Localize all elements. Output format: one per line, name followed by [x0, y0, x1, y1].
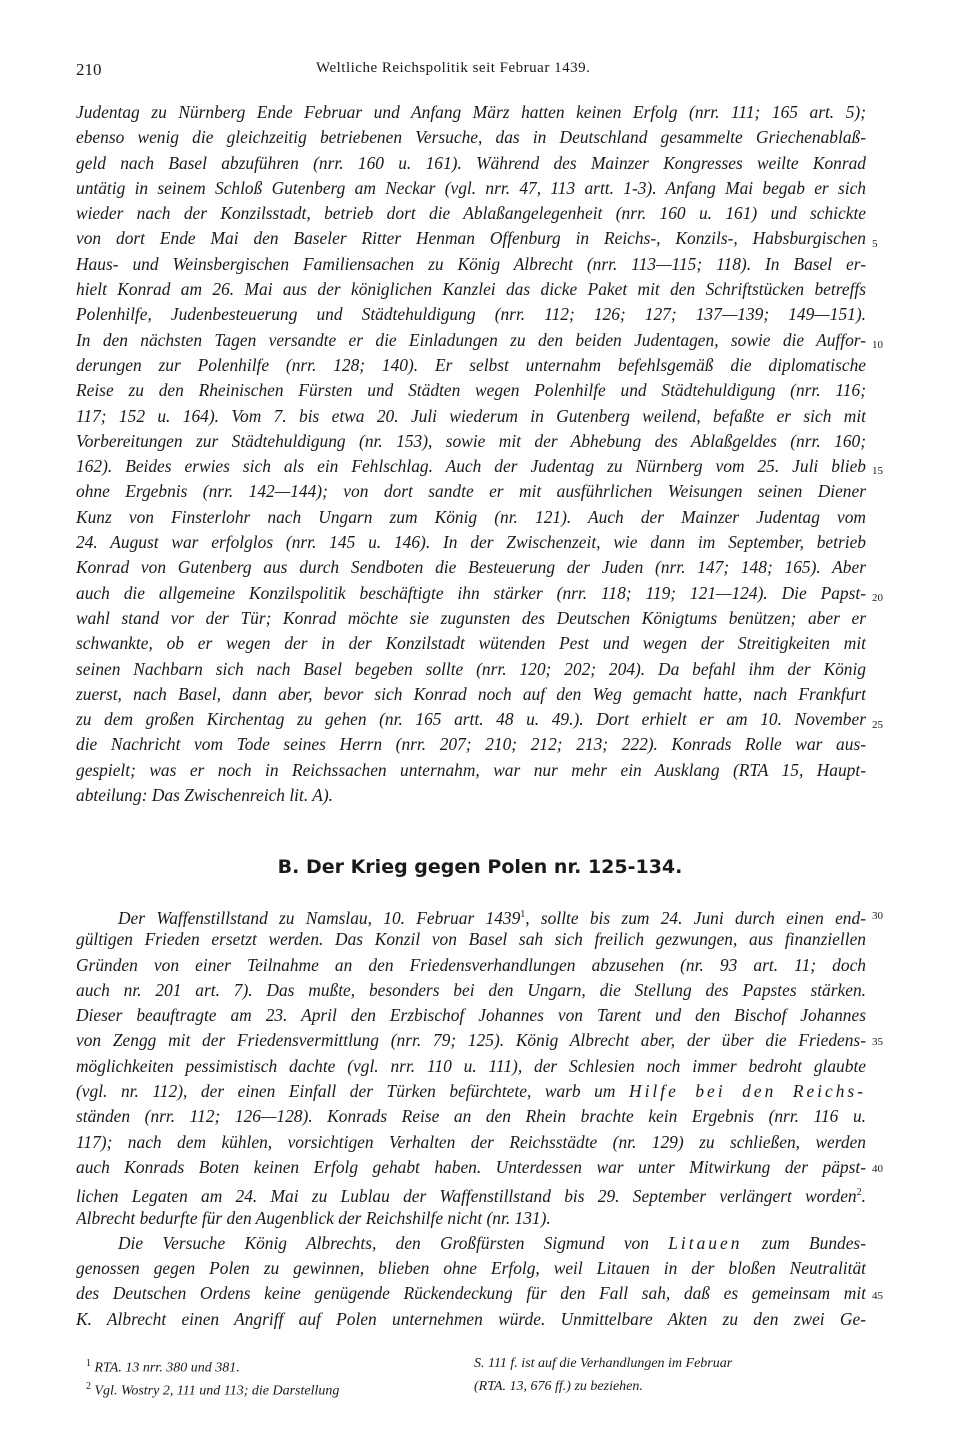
- text-line: 162). Beides erwies sich als ein Fehlschlag. Auch der Judentag zu Nürnberg vom 25. Juli blieb: [76, 456, 866, 477]
- text-block-2: [76, 902, 866, 1332]
- text-line: Haus- und Weinsbergischen Familiensachen zu König Albrecht (nrr. 113—115; 118). In Basel er-: [76, 253, 866, 274]
- text-line: K. Albrecht einen Angriff auf Polen unternehmen würde. Unmittelbare Akten zu den zwei Ge-: [76, 1308, 866, 1329]
- text-line: ebenso wenig die gleichzeitig betriebenen Versuche, das in Deutschland gesammelte Griechenablaß-: [76, 127, 866, 148]
- footnote-text: RTA. 13 nrr. 380 und 381.: [94, 1360, 240, 1376]
- footnote-mark: 2: [86, 1381, 91, 1392]
- footnote-continuation: S. 111 f. ist auf die Verhandlungen im Februar: [474, 1356, 733, 1371]
- text-line: auch nr. 201 art. 7). Das mußte, besonders bei den Ungarn, die Stellung des Papstes stärken.: [76, 979, 866, 1000]
- footnotes-left-column: [86, 1352, 339, 1398]
- text-line: [76, 1231, 866, 1256]
- text-line: gültigen Frieden ersetzt werden. Das Konzil von Basel sah sich freilich gezwungen, aus finanziellen: [76, 929, 866, 950]
- text-line: die Nachricht vom Tode seines Herrn (nrr. 207; 210; 212; 213; 222). Konrads Rolle war aus-: [76, 734, 866, 755]
- running-title: Weltliche Reichspolitik seit Februar 1439.: [316, 60, 591, 76]
- text-line: zuerst, nach Basel, dann aber, bevor sich Konrad noch auf den Weg gemacht hatte, nach Frankfurt: [76, 683, 866, 704]
- spaced-text: Hilfe bei den Reichs-: [629, 1081, 866, 1102]
- text-line: 24. August war erfolglos (nrr. 145 u. 146). In der Zwischenzeit, wie dann im September, betrieb: [76, 532, 866, 553]
- text-line: 117); nach dem kühlen, vorsichtigen Verhalten der Reichsstädte (nr. 129) zu schließen, werden: [76, 1131, 866, 1152]
- footnote-text: Vgl. Wostry 2, 111 und 113; die Darstellung: [94, 1383, 340, 1399]
- text-line: gespielt; was er noch in Reichssachen unternahm, war nur mehr ein Ausklang (RTA 15, Haupt-: [76, 759, 866, 780]
- page-number: 210: [76, 60, 102, 79]
- text-segment: , sollte bis zum 24. Juni durch einen end-: [525, 907, 866, 928]
- text-line: auch die allgemeine Konzilspolitik beschäftigte ihn stärker (nrr. 118; 119; 121—124). Die Papst-: [76, 582, 866, 603]
- text-line: Polenhilfe, Judenbesteuerung und Städtehuldigung (nrr. 112; 126; 127; 137—139; 149—151).: [76, 304, 866, 325]
- text-line: [76, 1079, 866, 1104]
- text-line: Gründen von einer Teilnahme an den Friedensverhandlungen abzusehen (nr. 93 art. 11; doch: [76, 954, 866, 975]
- footnotes-right-column: [474, 1352, 732, 1398]
- text-line: untätig in seinem Schloß Gutenberg am Neckar (vgl. nrr. 47, 113 artt. 1-3). Anfang Mai begab er sich: [76, 177, 866, 198]
- text-segment: Die Versuche König Albrechts, den Großfürsten Sigmund von: [118, 1232, 649, 1253]
- spaced-text: Litauen: [668, 1232, 743, 1253]
- page-header: [76, 60, 866, 88]
- text-line: [76, 902, 866, 927]
- margin-number: 40: [872, 1163, 883, 1175]
- footnote-mark: 1: [86, 1358, 91, 1369]
- text-line: [76, 1180, 866, 1205]
- text-line: von dort Ende Mai den Baseler Ritter Henman Offenburg in Reichs-, Konzils-, Habsburgischen: [76, 228, 866, 249]
- margin-number: 45: [872, 1290, 883, 1302]
- text-segment: .: [861, 1186, 866, 1206]
- text-line: abteilung: Das Zwischenreich lit. A).: [76, 785, 333, 806]
- text-line: seinen Nachbarn sich nach Basel begeben sollte (nrr. 120; 202; 204). Da befahl ihm der König: [76, 658, 866, 679]
- text-line: hielt Konrad am 26. Mai aus der königlichen Kanzlei das dicke Paket mit den Schriftstücken betreffs: [76, 279, 866, 300]
- text-line: 117; 152 u. 164). Vom 7. bis etwa 20. Juli wiederum in Gutenberg weilend, befaßte er sich mit: [76, 405, 866, 426]
- text-line: schwankte, ob er wegen der in der Konzilstadt wütenden Pest und wegen der Streitigkeiten mit: [76, 633, 866, 654]
- text-line: ohne Ergebnis (nrr. 142—144); von dort sandte er mit ausführlichen Weisungen seinen Diener: [76, 481, 866, 502]
- margin-number: 15: [872, 465, 883, 477]
- section-heading: B. Der Krieg gegen Polen nr. 125-134.: [277, 856, 683, 878]
- margin-number: 30: [872, 910, 883, 922]
- text-segment: zum Bundes-: [761, 1232, 866, 1253]
- text-line: Albrecht bedurfte für den Augenblick der Reichshilfe nicht (nr. 131).: [76, 1207, 551, 1228]
- footnote-continuation: (RTA. 13, 676 ff.) zu beziehen.: [474, 1379, 643, 1394]
- text-block-1: [76, 100, 866, 808]
- text-segment: lichen Legaten am 24. Mai zu Lublau der Waffenstillstand bis 29. September verlängert worden: [76, 1186, 857, 1206]
- footnote-ref: 1: [520, 909, 526, 920]
- text-line: genossen gegen Polen zu gewinnen, blieben ohne Erfolg, weil Litauen in der bloßen Neutralität: [76, 1258, 866, 1279]
- margin-number: 10: [872, 339, 883, 351]
- footnote: [86, 1375, 339, 1398]
- footnote: [86, 1352, 339, 1375]
- margin-number: 5: [872, 238, 878, 250]
- text-segment: (vgl. nr. 112), der einen Einfall der Türken befürchtete, warb um: [76, 1081, 616, 1102]
- text-line: von Zengg mit der Friedensvermittlung (nrr. 79; 125). König Albrecht aber, der über die Friedens-: [76, 1030, 866, 1051]
- text-line: derungen zur Polenhilfe (nrr. 128; 140). Er selbst unternahm befehlsgemäß die diplomatische: [76, 354, 866, 375]
- text-line: auch Konrads Boten keinen Erfolg gehabt haben. Unterdessen war unter Mitwirkung der päpst-: [76, 1156, 866, 1177]
- text-line: geld nach Basel abzuführen (nrr. 160 u. 161). Während des Mainzer Kongresses weilte Konrad: [76, 152, 866, 173]
- footnote-ref: 2: [856, 1187, 862, 1199]
- margin-number: 25: [872, 719, 883, 731]
- text-line: Kunz von Finsterlohr nach Ungarn zum König (nr. 121). Auch der Mainzer Judentag vom: [76, 506, 866, 527]
- text-line: wahl stand vor der Tür; Konrad möchte sie zugunsten des Deutschen Königtums benützen; aber er: [76, 607, 866, 628]
- text-line: Dieser beauftragte am 23. April den Erzbischof Johannes von Tarent und den Bischof Johannes: [76, 1005, 866, 1026]
- margin-number: 35: [872, 1036, 883, 1048]
- text-line: wieder nach der Konzilsstadt, betrieb dort die Ablaßangelegenheit (nrr. 160 u. 161) und schickte: [76, 203, 866, 224]
- text-segment: Der Waffenstillstand zu Namslau, 10. Februar 1439: [118, 907, 521, 928]
- text-line: Reise zu den Rheinischen Fürsten und Städten wegen Polenhilfe und Städtehuldigung (nrr. 116;: [76, 380, 866, 401]
- text-line: Konrad von Gutenberg aus durch Sendboten die Besteuerung der Juden (nrr. 147; 148; 165). Aber: [76, 557, 866, 578]
- text-line: möglichkeiten pessimistisch dachte (vgl. nrr. 110 u. 111), der Schlesien noch immer bedroht glaubte: [76, 1055, 866, 1076]
- margin-number: 20: [872, 592, 883, 604]
- text-line: Judentag zu Nürnberg Ende Februar und Anfang März hatten keinen Erfolg (nrr. 111; 165 art. 5);: [76, 102, 866, 122]
- text-line: ständen (nrr. 112; 126—128). Konrads Reise an den Rhein brachte kein Ergebnis (nrr. 116 u.: [76, 1106, 866, 1127]
- text-line: des Deutschen Ordens keine genügende Rückendeckung für den Fall sah, daß es gemeinsam mit: [76, 1283, 866, 1304]
- text-line: Vorbereitungen zur Städtehuldigung (nr. 153), sowie mit der Abhebung des Ablaßgeldes (nrr. 160;: [76, 430, 866, 451]
- text-line: zu dem großen Kirchentag zu gehen (nr. 165 artt. 48 u. 49.). Dort erhielt er am 10. November: [76, 709, 866, 730]
- text-line: In den nächsten Tagen versandte er die Einladungen zu den beiden Judentagen, sowie die Auffor-: [76, 329, 866, 350]
